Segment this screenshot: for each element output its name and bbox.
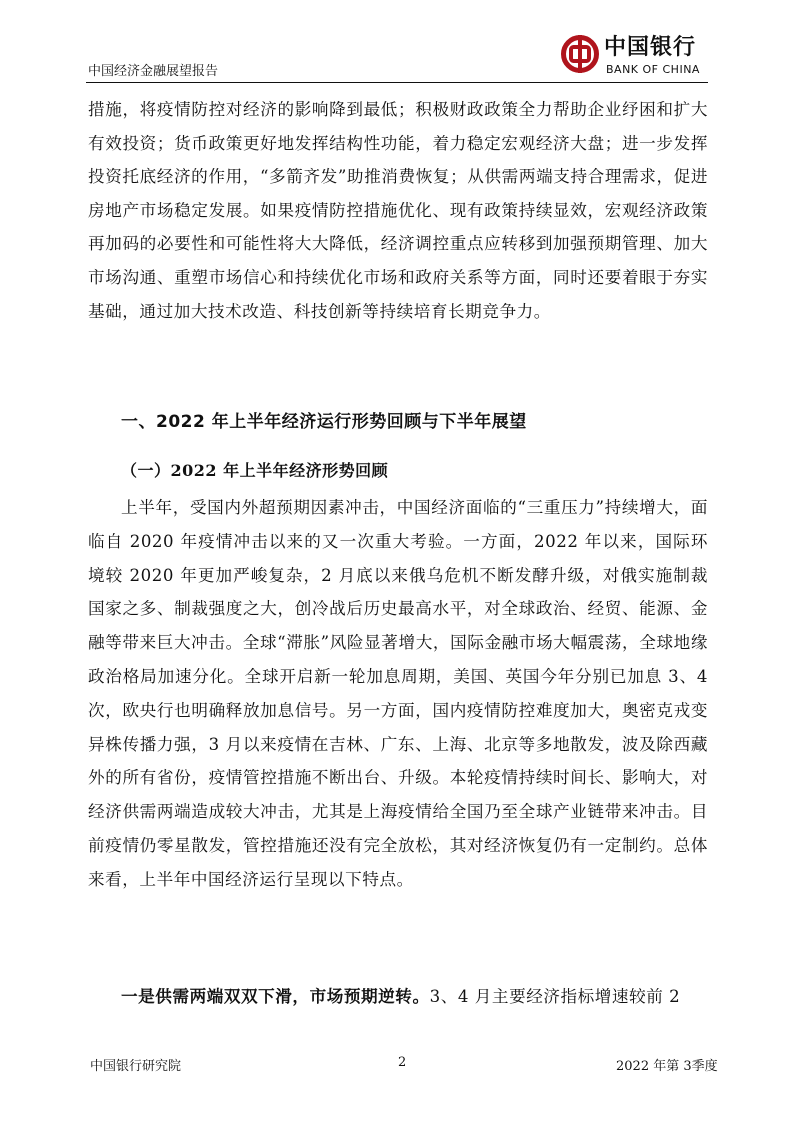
bank-of-china-emblem-icon — [560, 34, 600, 74]
footer-quarter: 2022 年第 3季度 — [616, 1059, 718, 1074]
paragraph-intro: 措施，将疫情防控对经济的影响降到最低；积极财政政策全力帮助企业纾困和扩大有效投资；货币政策更好地发挥结构性功能，着力稳定宏观经济大盘；进一步发挥投资托底经济的作用，“多箭齐发”助推消费恢复；从供需两端支持合理需求，促进房地产市场稳定发展。如果疫情防控措施优化、现有政策持续显效，宏观经济政策再加码的必要性和可能性将大大降低，经济调控重点应转移到加强预期管理、加大市场沟通、重塑市场信心和持续优化市场和政府关系等方面，同时还要着眼于夯实基础，通过加大技术改造、科技创新等持续培育长期竞争力。 — [88, 100, 708, 321]
logo-chinese-name: 中国银行 — [604, 34, 697, 60]
paragraph-continuation: 3、4 月主要经济指标增速较前 2 — [429, 987, 681, 1006]
bank-of-china-logo — [558, 32, 708, 80]
subsection-heading: （一）2022 年上半年经济形势回顾 — [121, 461, 389, 480]
logo-english-name: BANK OF CHINA — [606, 63, 700, 76]
paragraph-lead-bold: 一是供需两端双双下滑，市场预期逆转。 — [121, 986, 430, 1006]
footer-institute: 中国银行研究院 — [90, 1059, 182, 1074]
paragraph-first-point — [88, 980, 708, 1014]
report-title: 中国经济金融展望报告 — [88, 64, 219, 79]
page-number: 2 — [398, 1055, 407, 1070]
section-heading: 一、2022 年上半年经济运行形势回顾与下半年展望 — [121, 412, 527, 432]
paragraph-review: 上半年，受国内外超预期因素冲击，中国经济面临的“三重压力”持续增大，面临自 2020 年疫情冲击以来的又一次重大考验。一方面，2022 年以来，国际环境较 2020 年更加严峻复杂，2 月底以来俄乌危机不断发酵升级，对俄实施制裁国家之多、制裁强度之大，创冷战后历史最高水平，对全球政治、经贸、能源、金融等带来巨大冲击。全球“滞胀”风险显著增大，国际金融市场大幅震荡，全球地缘政治格局加速分化。全球开启新一轮加息周期，美国、英国今年分别已加息 3、4 次，欧央行也明确释放加息信号。另一方面，国内疫情防控难度加大，奥密克戎变异株传播力强，3 月以来疫情在吉林、广东、上海、北京等多地散发，波及除西藏外的所有省份，疫情管控措施不断出台、升级。本轮疫情持续时间长、影响大，对经济供需两端造成较大冲击，尤其是上海疫情给全国乃至全球产业链带来冲击。目前疫情仍零星散发，管控措施还没有完全放松，其对经济恢复仍有一定制约。总体来看，上半年中国经济运行呈现以下特点。 — [88, 498, 708, 889]
header-divider — [86, 82, 708, 83]
